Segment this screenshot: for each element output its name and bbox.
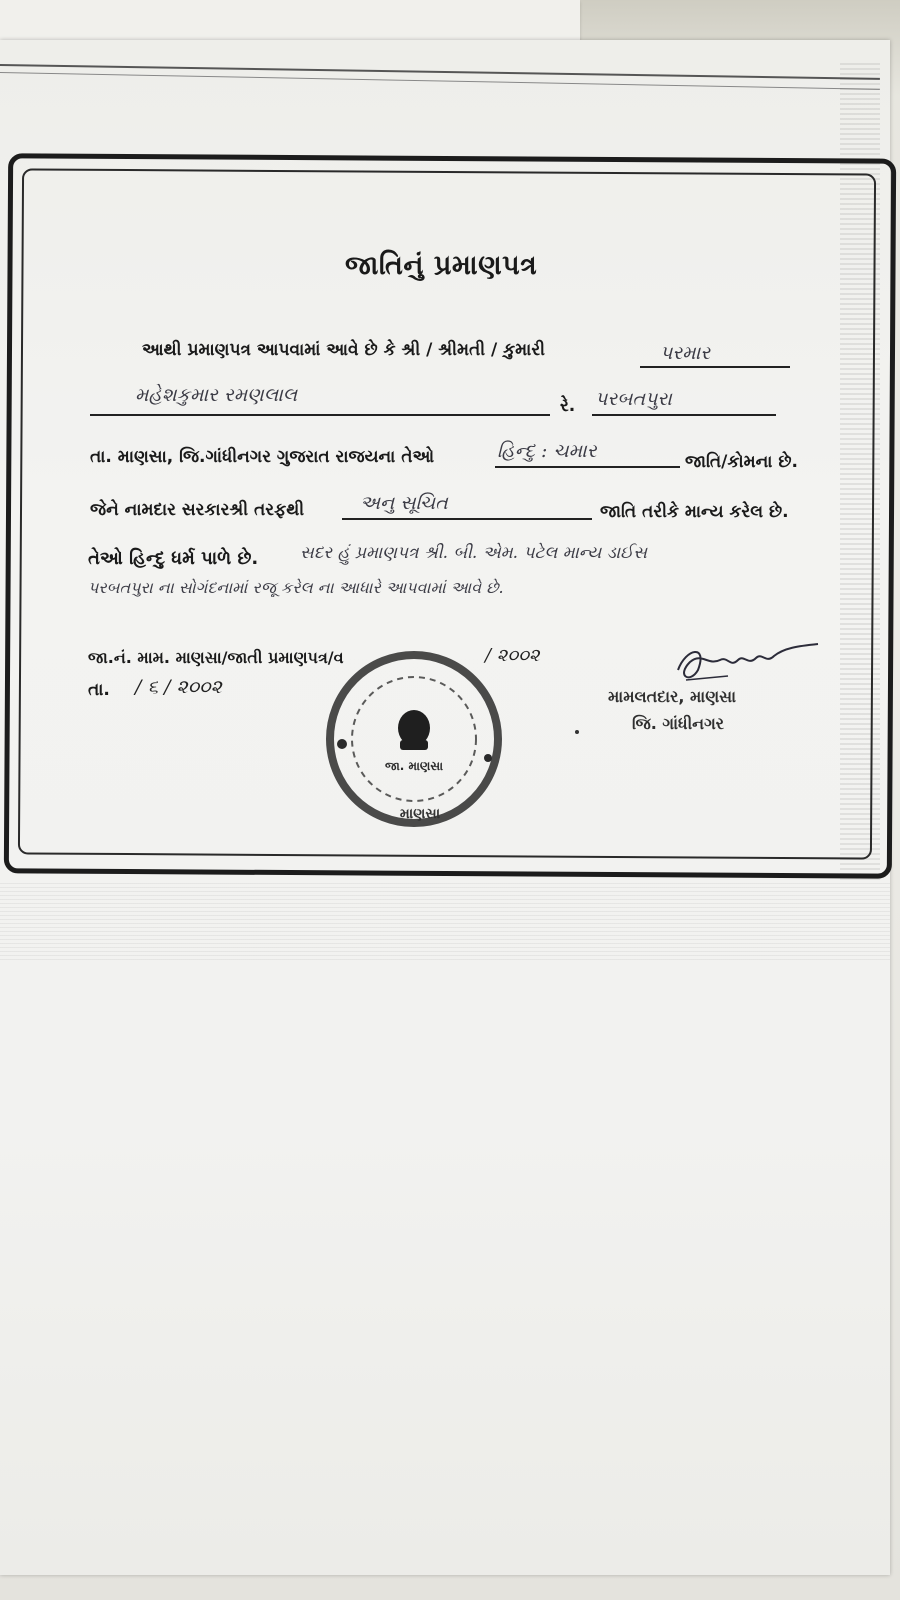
full-name-handwritten: મહેશકુમાર રમણલાલ — [135, 384, 298, 406]
caste-suffix: જાતિ/કોમના છે. — [685, 452, 798, 472]
residence-prefix: રે. — [560, 396, 576, 416]
reference-year-handwritten: / ૨૦૦૨ — [485, 645, 540, 666]
remark-handwritten-line2: પરબતપુરા ના સોગંદનામાં રજૂ કરેલ ના આધારે આપવામાં આવે છે. — [88, 578, 504, 597]
category-handwritten: અનુ સૂચિત — [360, 492, 448, 514]
category-suffix: જાતિ તરીકે માન્ય કરેલ છે. — [600, 502, 789, 522]
surname-handwritten: પરમાર — [660, 342, 711, 364]
taluka-text: તા. માણસા, જિ.ગાંધીનગર ગુજરાત રાજયના તેઓ — [90, 447, 435, 467]
certificate-title: જાતિનું પ્રમાણપત્ર — [345, 250, 538, 281]
govt-text: જેને નામદાર સરકારશ્રી તરફથી — [90, 500, 305, 520]
intro-text: આથી પ્રમાણપત્ર આપવામાં આવે છે કે શ્રી / શ્રીમતી / કુમારી — [142, 340, 545, 360]
stamp-bottom-text: માણસા — [399, 806, 441, 822]
stamp-center-text: જા. માણસા — [384, 759, 444, 773]
official-district: જિ. ગાંધીનગર — [632, 714, 725, 733]
caste-handwritten: હિન્દુ : ચમાર — [497, 440, 597, 462]
official-seal-stamp — [322, 648, 506, 830]
ink-speck — [575, 730, 579, 734]
category-underline — [342, 518, 592, 520]
caste-underline — [495, 466, 680, 468]
full-name-underline — [90, 414, 550, 416]
residence-underline — [592, 414, 776, 416]
officer-signature — [668, 640, 828, 690]
date-prefix: તા. — [88, 680, 110, 700]
official-title: મામલતદાર, માણસા — [608, 687, 737, 706]
date-handwritten: / ૬ / ૨૦૦૨ — [135, 676, 222, 698]
remark-handwritten-line1: સદર હું પ્રમાણપત્ર શ્રી. બી. એમ. પટેલ માન્ય ડાઈસ — [300, 543, 648, 563]
religion-text: તેઓ હિન્દુ ધર્મ પાળે છે. — [88, 548, 259, 569]
surname-underline — [640, 366, 790, 368]
residence-handwritten: પરબતપુરા — [595, 388, 672, 410]
reference-number: જા.નં. મામ. માણસા/જાતી પ્રમાણપત્ર/વ — [88, 648, 344, 667]
